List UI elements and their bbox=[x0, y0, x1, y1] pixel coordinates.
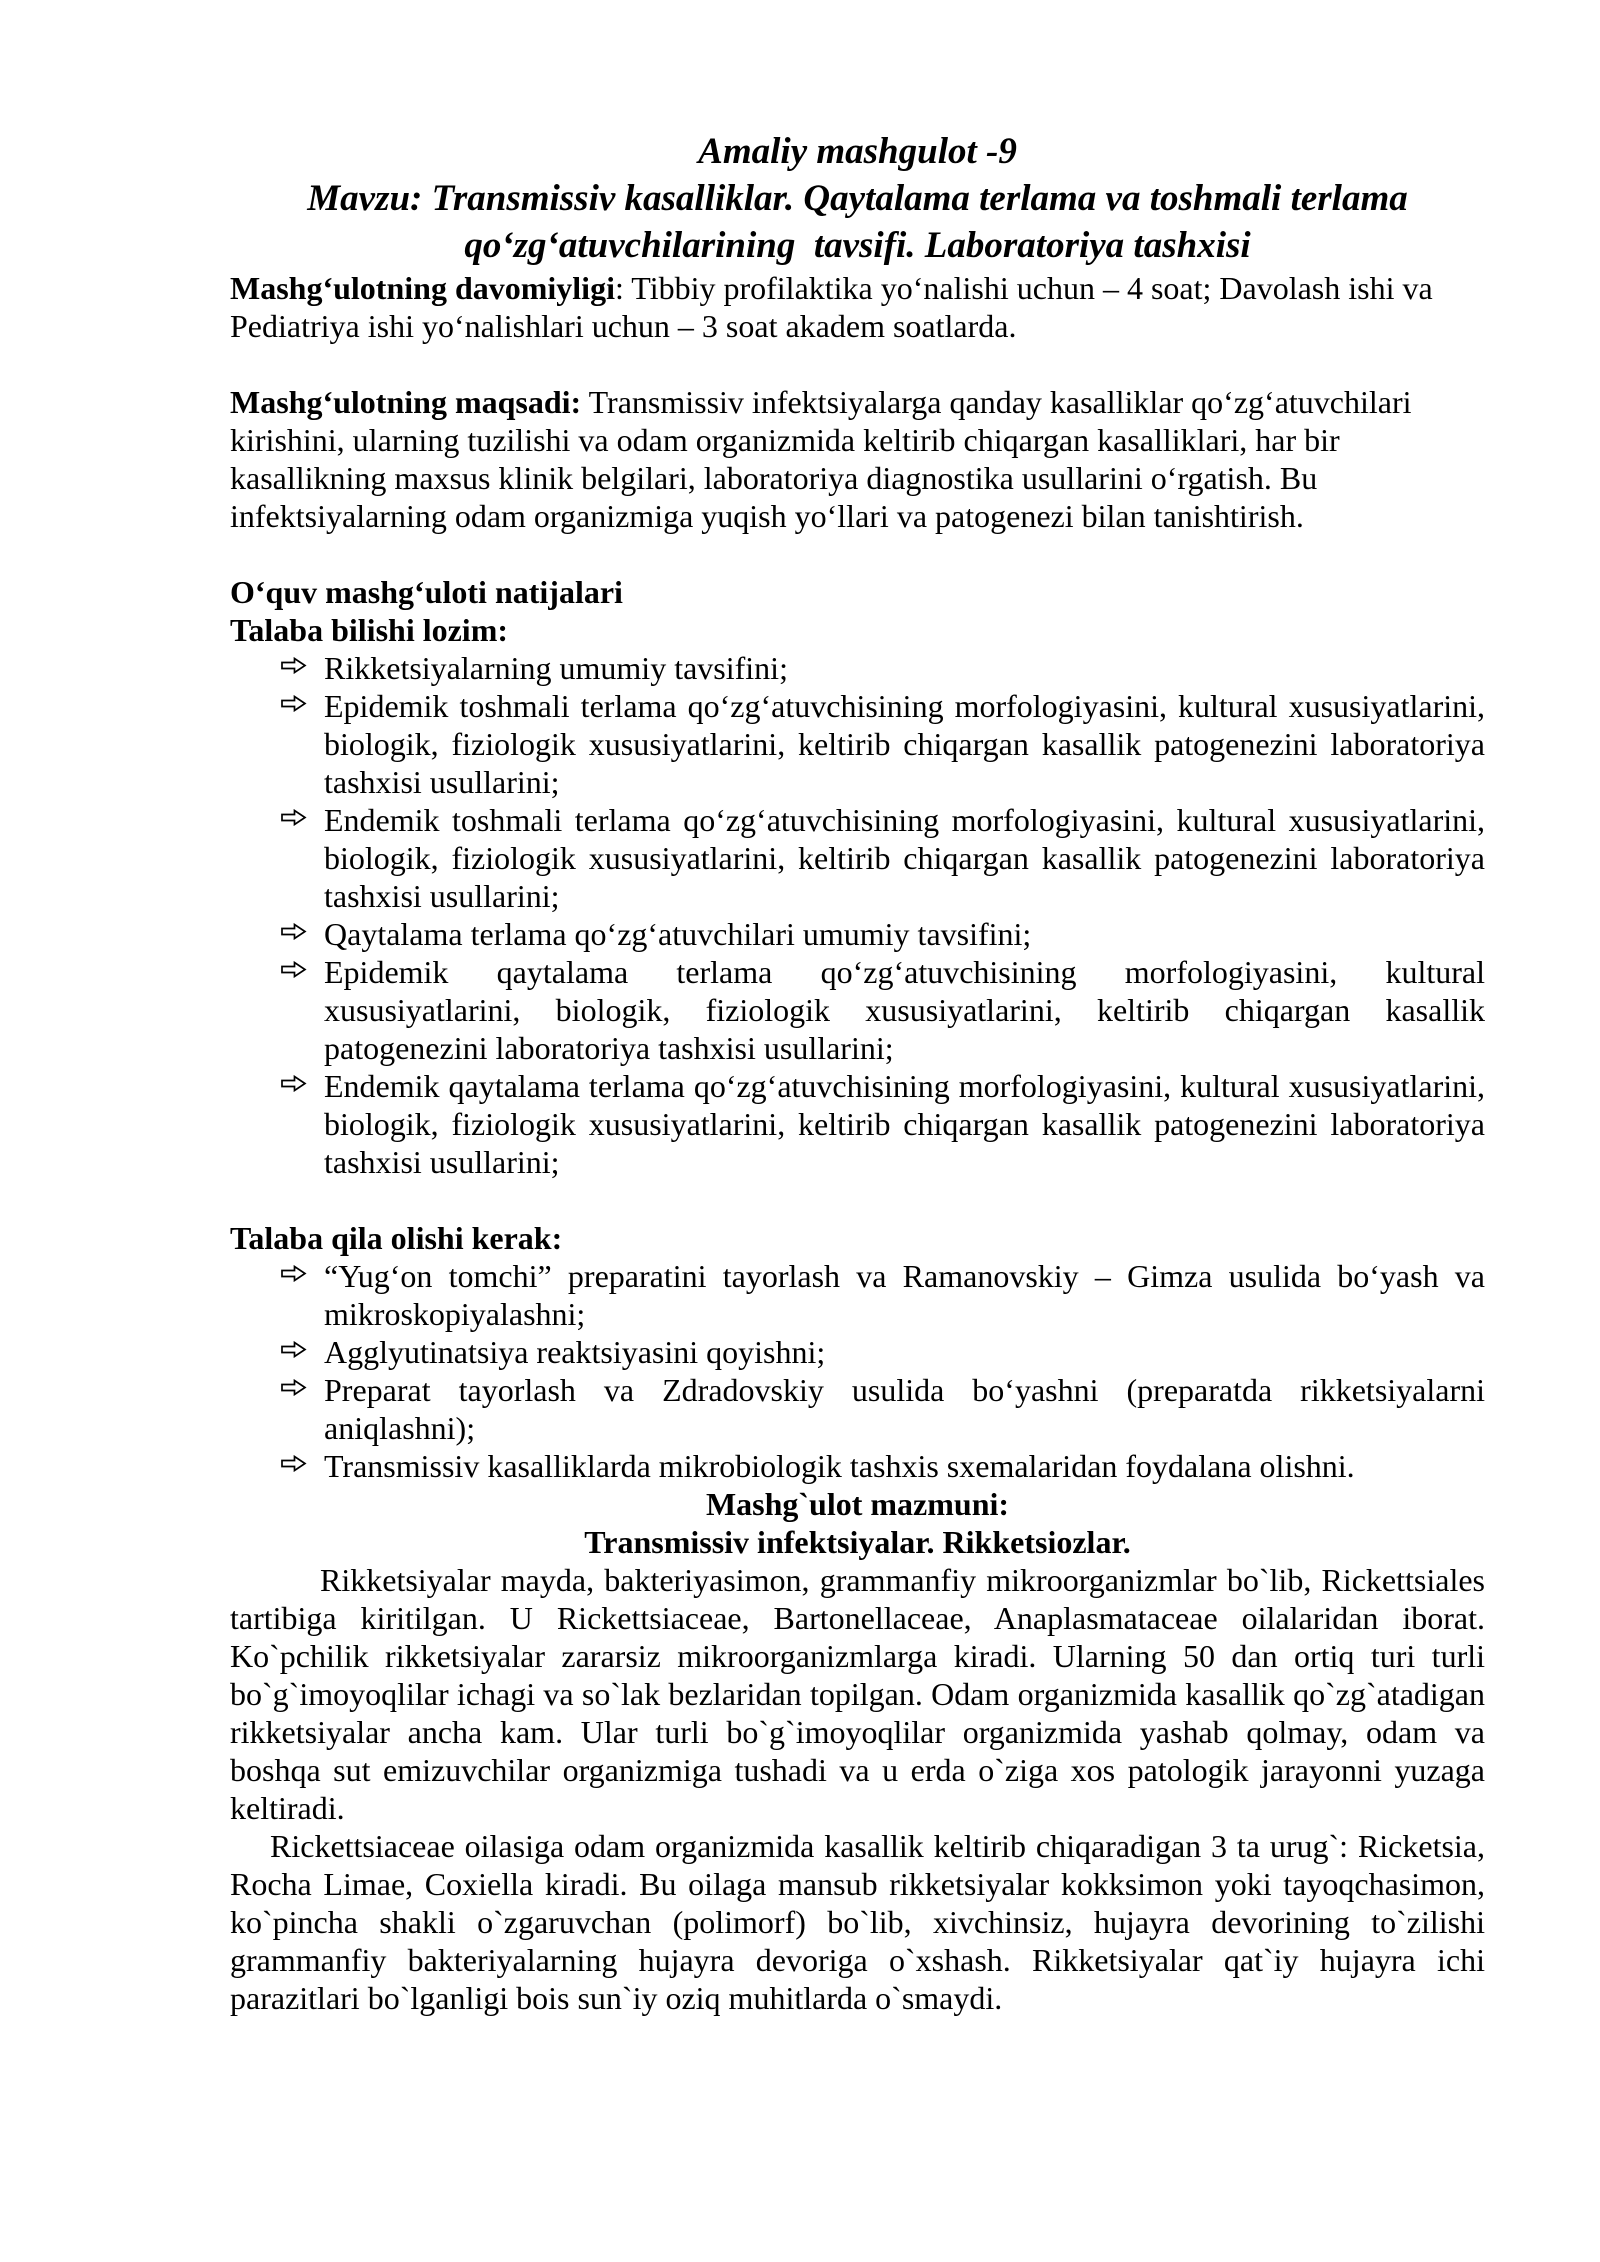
spacer bbox=[230, 1181, 1485, 1219]
list-item-text: Preparat tayorlash va Zdradovskiy usulida bo‘yashni (preparatda rikketsiyalarni aniqlashni); bbox=[324, 1372, 1485, 1446]
duration-text: : Tibbiy profilaktika yo‘nalishi uchun – 4 soat; Davolash ishi va Pediatriya ishi yo‘nalishlari uchun – 3 soat akadem soatlarda. bbox=[230, 270, 1433, 344]
list-item bbox=[230, 1447, 1485, 1485]
content-paragraph-1: Rikketsiyalar mayda, bakteriyasimon, grammanfiy mikroorganizmlar bo`lib, Rickettsiales tartibiga kiritilgan. U Rickettsiaceae, Bartonellaceae, Anaplasmataceae oilalaridan iborat. Ko`pchilik rikketsiyalar zararsiz mikroorganizmlarga kiradi. Ularning 50 dan ortiq turi turli bo`g`imoyoqlilar ichagi va so`lak bezlaridan topilgan. Odam organizmida kasallik qo`zg`atadigan rikketsiyalar ancha kam. Ular turli bo`g`imoyoqlilar organizmida yashab qolmay, odam va boshqa sut emizuvchilar organizmiga tushadi va u erda o`ziga xos patologik jarayonni yuzaga keltiradi. bbox=[230, 1562, 1485, 1826]
title-line-3: qo‘zg‘atuvchilarining tavsifi. Laboratoriya tashxisi bbox=[464, 225, 1251, 266]
list-item bbox=[230, 687, 1485, 801]
spacer bbox=[230, 535, 1485, 573]
list-item-text: Epidemik toshmali terlama qo‘zg‘atuvchisining morfologiyasini, kultural xususiyatlarini, biologik, fiziologik xususiyatlarini, keltirib chiqargan kasallik patogenezini laboratoriya tashxisi usullarini; bbox=[324, 688, 1485, 800]
list-item bbox=[230, 953, 1485, 1067]
list-item bbox=[230, 1333, 1485, 1371]
title-line-2: Mavzu: Transmissiv kasalliklar. Qaytalama terlama va toshmali terlama bbox=[307, 178, 1408, 219]
outcomes-heading: O‘quv mashg‘uloti natijalari bbox=[230, 574, 623, 610]
list-item bbox=[230, 801, 1485, 915]
rightwards-white-arrow-icon bbox=[280, 695, 307, 713]
rightwards-white-arrow-icon bbox=[280, 923, 307, 941]
duration-label: Mashg‘ulotning davomiyligi bbox=[230, 270, 615, 306]
rightwards-white-arrow-icon bbox=[280, 1341, 307, 1359]
list-item-text: Transmissiv kasalliklarda mikrobiologik tashxis sxemalaridan foydalana olishni. bbox=[324, 1448, 1355, 1484]
list-item bbox=[230, 649, 1485, 687]
purpose-text: Transmissiv infektsiyalarga qanday kasalliklar qo‘zg‘atuvchilari kirishini, ularning tuzilishi va odam organizmida keltirib chiqargan kasalliklari, har bir kasallikning maxsus klinik belgilari, laboratoriya diagnostika usullarini o‘rgatish. Bu infektsiyalarning odam organizmiga yuqish yo‘llari va patogenezi bilan tanishtirish. bbox=[230, 384, 1412, 534]
skills-heading: Talaba qila olishi kerak: bbox=[230, 1220, 563, 1256]
rightwards-white-arrow-icon bbox=[280, 809, 307, 827]
list-item bbox=[230, 1371, 1485, 1447]
rightwards-white-arrow-icon bbox=[280, 1075, 307, 1093]
spacer bbox=[230, 345, 1485, 383]
rightwards-white-arrow-icon bbox=[280, 1265, 307, 1283]
list-item-text: Endemik qaytalama terlama qo‘zg‘atuvchisining morfologiyasini, kultural xususiyatlarini, biologik, fiziologik xususiyatlarini, keltirib chiqargan kasallik patogenezini laboratoriya tashxisi usullarini; bbox=[324, 1068, 1485, 1180]
list-item-text: Qaytalama terlama qo‘zg‘atuvchilari umumiy tavsifini; bbox=[324, 916, 1032, 952]
document-title bbox=[230, 128, 1485, 269]
duration-paragraph bbox=[230, 269, 1485, 345]
list-item-text: Endemik toshmali terlama qo‘zg‘atuvchisining morfologiyasini, kultural xususiyatlarini, biologik, fiziologik xususiyatlarini, keltirib chiqargan kasallik patogenezini laboratoriya tashxisi usullarini; bbox=[324, 802, 1485, 914]
list-item bbox=[230, 915, 1485, 953]
list-item-text: Rikketsiyalarning umumiy tavsifini; bbox=[324, 650, 788, 686]
outcomes-list bbox=[230, 649, 1485, 1181]
list-item-text: Agglyutinatsiya reaktsiyasini qoyishni; bbox=[324, 1334, 826, 1370]
list-item bbox=[230, 1067, 1485, 1181]
title-line-1: Amaliy mashgulot -9 bbox=[698, 131, 1017, 172]
content-heading: Mashg`ulot mazmuni: bbox=[705, 1486, 1010, 1522]
list-item-text: Epidemik qaytalama terlama qo‘zg‘atuvchisining morfologiyasini, kultural xususiyatlarini, biologik, fiziologik xususiyatlarini, keltirib chiqargan kasallik patogenezini laboratoriya tashxisi usullarini; bbox=[324, 954, 1485, 1066]
purpose-label: Mashg‘ulotning maqsadi: bbox=[230, 384, 582, 420]
list-item bbox=[230, 1257, 1485, 1333]
outcomes-subheading: Talaba bilishi lozim: bbox=[230, 612, 508, 648]
purpose-paragraph bbox=[230, 383, 1485, 535]
content-paragraph-2: Rickettsiaceae oilasiga odam organizmida kasallik keltirib chiqaradigan 3 ta urug`: Ricketsia, Rocha Limae, Coxiella kiradi. Bu oilaga mansub rikketsiyalar kokksimon yoki tayoqchasimon, ko`pincha shakli o`zgaruvchan (polimorf) bo`lib, xivchinsiz, hujayra devorining to`zilishi grammanfiy bakteriyalarning hujayra devoriga o`xshash. Rikketsiyalar qat`iy hujayra ichi parazitlari bo`lganligi bois sun`iy oziq muhitlarda o`smaydi. bbox=[230, 1828, 1485, 2016]
content-subheading: Transmissiv infektsiyalar. Rikketsiozlar. bbox=[584, 1524, 1131, 1560]
rightwards-white-arrow-icon bbox=[280, 1455, 307, 1473]
rightwards-white-arrow-icon bbox=[280, 961, 307, 979]
rightwards-white-arrow-icon bbox=[280, 1379, 307, 1397]
list-item-text: “Yug‘on tomchi” preparatini tayorlash va Ramanovskiy – Gimza usulida bo‘yash va mikroskopiyalashni; bbox=[324, 1258, 1485, 1332]
rightwards-white-arrow-icon bbox=[280, 657, 307, 675]
skills-list bbox=[230, 1257, 1485, 1485]
